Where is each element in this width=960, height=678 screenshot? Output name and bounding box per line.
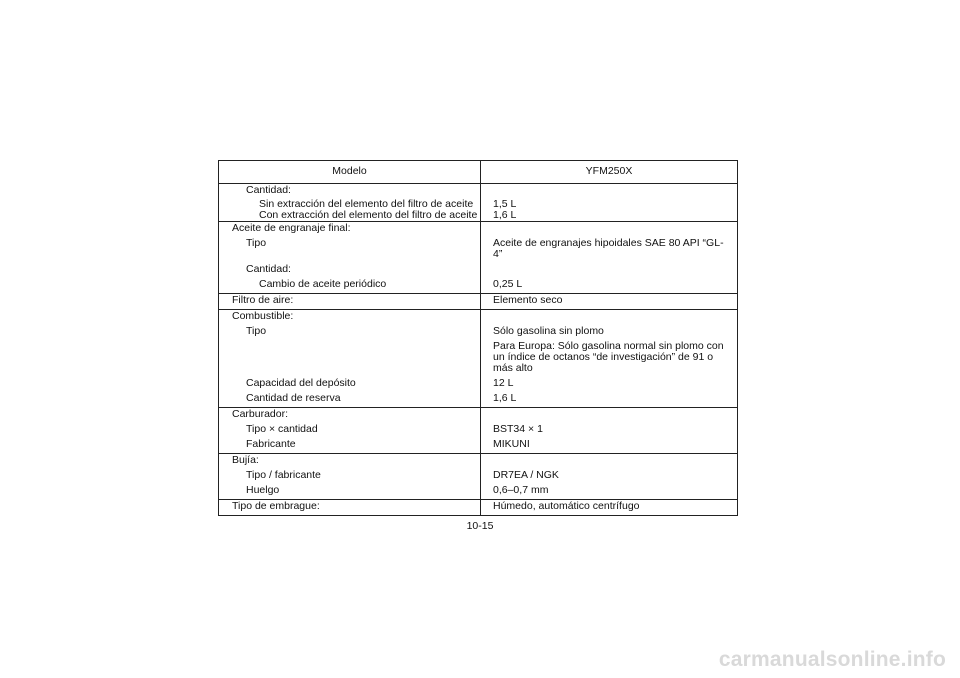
row-label: Carburador: (232, 408, 289, 420)
page-number-text: 10-15 (466, 520, 494, 532)
table-row (219, 263, 737, 278)
table-row (219, 500, 737, 515)
table-row (219, 377, 737, 392)
row-value: Húmedo, automático centrífugo (493, 500, 640, 512)
row-value (481, 409, 737, 420)
column-divider (480, 222, 481, 293)
header-model-value: YFM250X (585, 165, 633, 177)
row-label: Con extracción del elemento del filtro de aceite (259, 209, 478, 221)
page-number (0, 520, 960, 532)
table-row (219, 484, 737, 499)
row-label: Cambio de aceite periódico (259, 278, 387, 290)
row-value: 1,6 L (493, 392, 517, 404)
row-label: Cantidad: (246, 263, 291, 275)
row-value: DR7EA / NGK (493, 469, 559, 481)
watermark-text: carmanualsonline.info (718, 648, 946, 671)
row-value (481, 311, 737, 322)
table-section (219, 407, 737, 453)
row-label: Huelgo (246, 484, 280, 496)
row-label: Sin extracción del elemento del filtro de aceite (259, 198, 474, 210)
table-row (219, 438, 737, 453)
table-row (219, 237, 737, 263)
table-row (219, 423, 737, 438)
row-value (481, 455, 737, 466)
row-value (481, 185, 737, 196)
row-value (481, 223, 737, 234)
row-value: Aceite de engranajes hipoidales SAE 80 API “GL-4” (493, 237, 724, 260)
table-row (219, 222, 737, 237)
row-value: BST34 × 1 (493, 423, 543, 435)
column-divider (480, 500, 481, 515)
row-label: Cantidad de reserva (246, 392, 341, 404)
table-row (219, 392, 737, 407)
row-value: MIKUNI (493, 438, 530, 450)
row-label: Combustible: (232, 310, 294, 322)
table-row (219, 184, 737, 199)
row-label: Tipo / fabricante (246, 469, 321, 481)
table-row (219, 278, 737, 293)
column-divider (480, 408, 481, 453)
table-row (219, 325, 737, 340)
specifications-table (218, 160, 738, 516)
row-label: Tipo (246, 237, 267, 249)
row-value: 0,25 L (493, 278, 523, 290)
row-label: Cantidad: (246, 184, 291, 196)
row-value: Sólo gasolina sin plomo (493, 325, 604, 337)
column-divider (480, 184, 481, 221)
row-value (481, 264, 737, 275)
table-section (219, 221, 737, 293)
row-label (219, 341, 481, 374)
row-value: Elemento seco (493, 294, 563, 306)
table-section (219, 293, 737, 309)
column-divider (480, 294, 481, 309)
column-divider (480, 454, 481, 499)
table-row (219, 210, 737, 221)
row-label: Tipo × cantidad (246, 423, 318, 435)
row-label: Aceite de engranaje final: (232, 222, 351, 234)
table-section (219, 499, 737, 515)
row-label: Filtro de aire: (232, 294, 294, 306)
table-section (219, 453, 737, 499)
column-divider (480, 310, 481, 407)
row-value: Para Europa: Sólo gasolina normal sin plomo con un índice de octanos “de investigación” de 91 o más alto (493, 340, 724, 374)
row-value: 1,6 L (493, 209, 517, 221)
table-row (219, 294, 737, 309)
table-row (219, 340, 737, 377)
row-value: 12 L (493, 377, 514, 389)
table-section (219, 309, 737, 407)
row-label: Capacidad del depósito (246, 377, 356, 389)
table-row (219, 469, 737, 484)
table-row (219, 310, 737, 325)
table-body (219, 183, 737, 515)
row-value: 0,6–0,7 mm (493, 484, 549, 496)
row-label: Fabricante (246, 438, 296, 450)
row-label: Tipo (246, 325, 267, 337)
header-model-label: Modelo (219, 161, 481, 183)
row-value: 1,5 L (493, 198, 517, 210)
table-row (219, 408, 737, 423)
row-label: Tipo de embrague: (232, 500, 320, 512)
table-header-row (219, 161, 737, 183)
row-label: Bujía: (232, 454, 259, 466)
table-section (219, 183, 737, 221)
table-row (219, 454, 737, 469)
